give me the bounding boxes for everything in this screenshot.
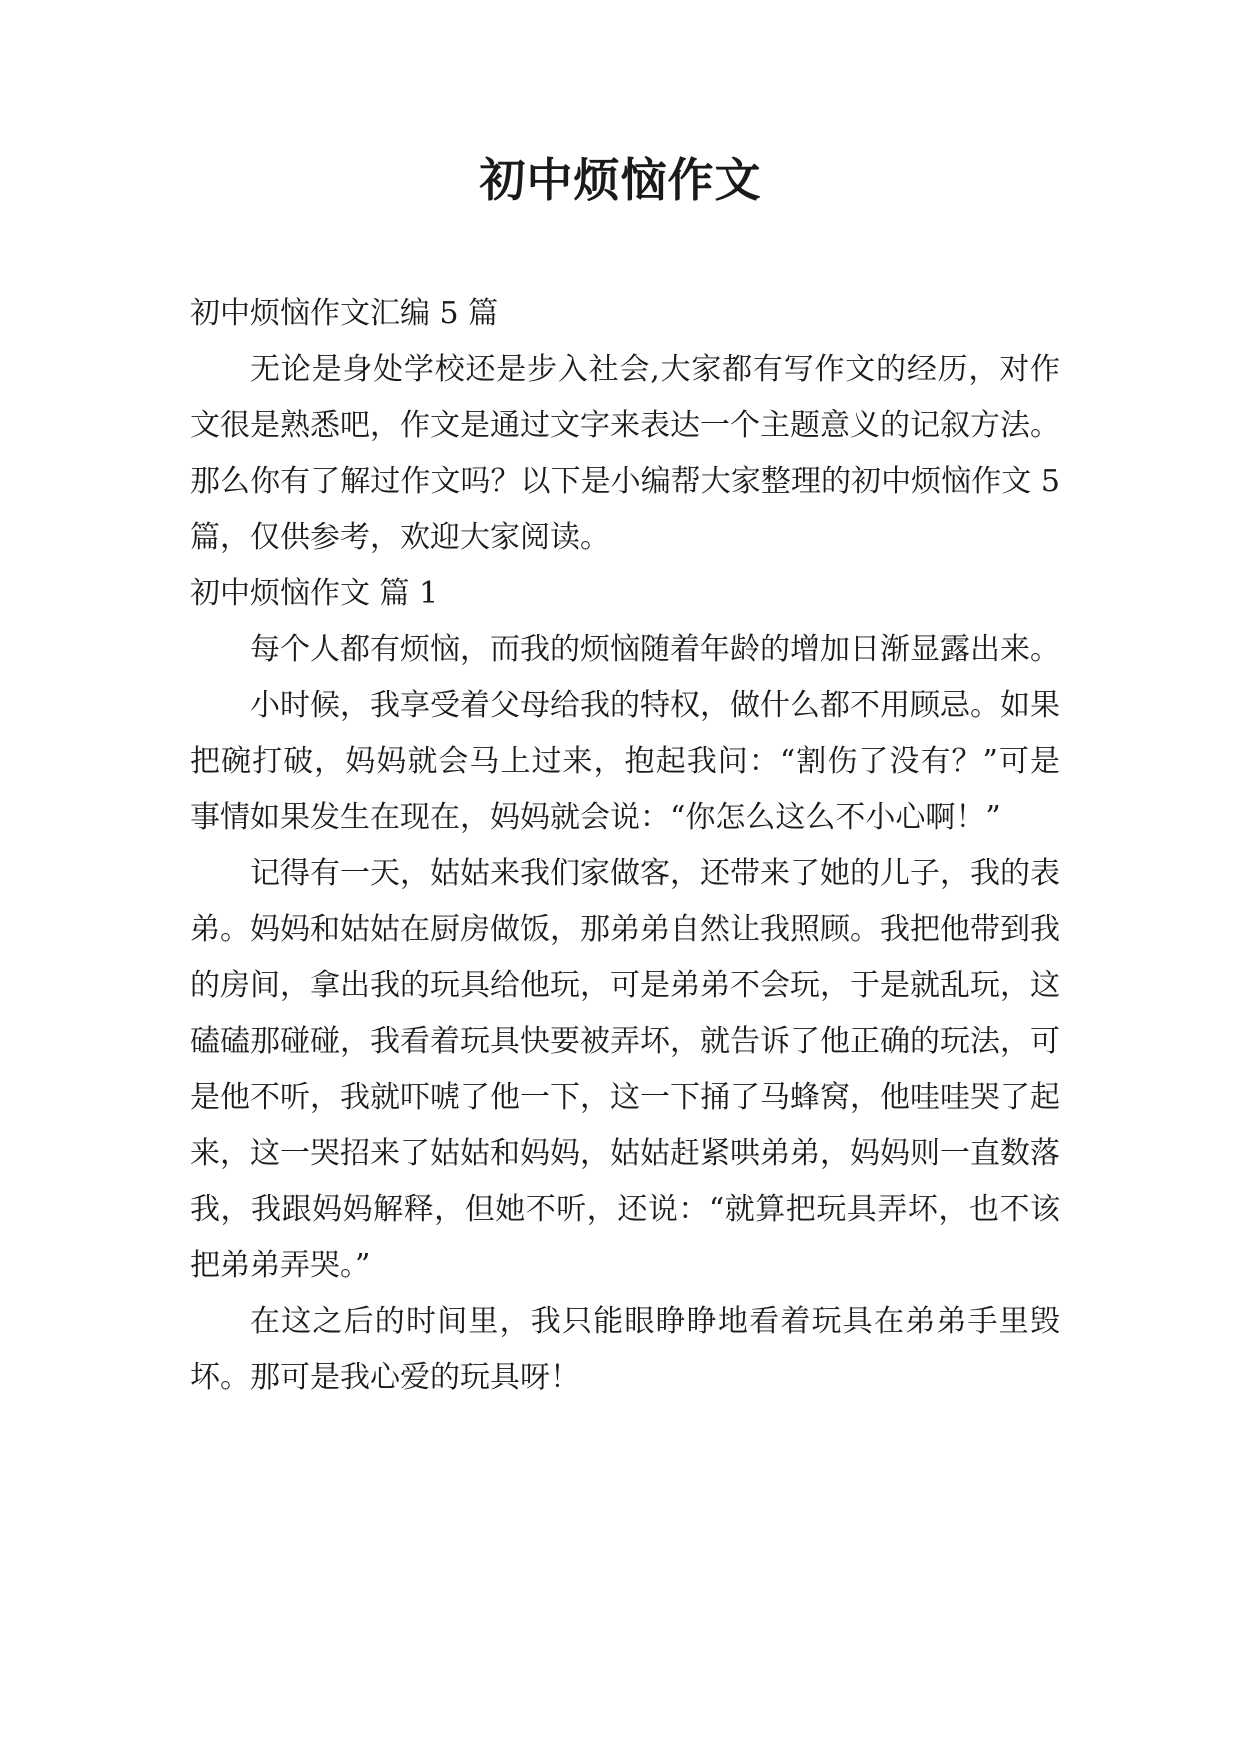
section-heading: 初中烦恼作文 篇 1: [190, 576, 439, 611]
body-paragraph: 每个人都有烦恼，而我的烦恼随着年龄的增加日渐显露出来。: [250, 632, 1060, 667]
body-paragraph: 记得有一天，姑姑来我们家做客，还带来了她的儿子，我的表弟。妈妈和姑姑在厨房做饭，那弟弟自然让我照顾。我把他带到我的房间，拿出我的玩具给他玩，可是弟弟不会玩，于是就乱玩，这磕磕那碰碰，我看着玩具快要被弄坏，就告诉了他正确的玩法，可是他不听，我就吓唬了他一下，这一下捅了马蜂窝，他哇哇哭了起来，这一哭招来了姑姑和妈妈，姑姑赶紧哄弟弟，妈妈则一直数落我，我跟妈妈解释，但她不听，还说：“就算把玩具弄坏，也不该把弟弟弄哭。”: [190, 856, 1060, 1283]
body-paragraph: 在这之后的时间里，我只能眼睁睁地看着玩具在弟弟手里毁坏。那可是我心爱的玩具呀！: [190, 1304, 1060, 1395]
intro-paragraph: 无论是身处学校还是步入社会,大家都有写作文的经历，对作文很是熟悉吧，作文是通过文字来表达一个主题意义的记叙方法。那么你有了解过作文吗？以下是小编帮大家整理的初中烦恼作文 5 篇，仅供参考，欢迎大家阅读。: [190, 352, 1060, 555]
document-title: 初中烦恼作文: [479, 153, 762, 207]
document-body: [190, 286, 1060, 1406]
body-paragraph: 小时候，我享受着父母给我的特权，做什么都不用顾忌。如果把碗打破，妈妈就会马上过来，抱起我问：“割伤了没有？”可是事情如果发生在现在，妈妈就会说：“你怎么这么不小心啊！”: [190, 688, 1060, 835]
document-subtitle: 初中烦恼作文汇编 5 篇: [190, 296, 499, 331]
